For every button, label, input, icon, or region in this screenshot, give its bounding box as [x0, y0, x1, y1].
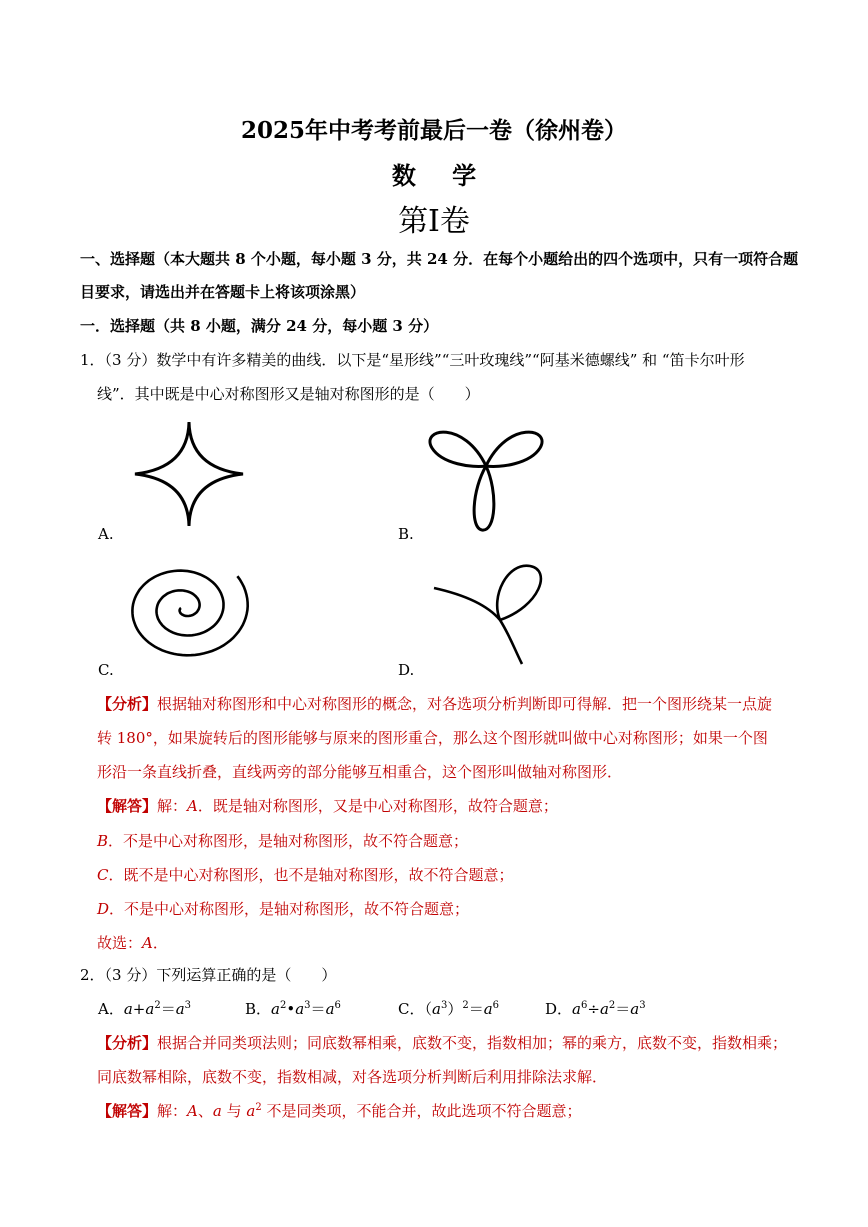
q1-stem-line2: 线”．其中既是中心对称图形又是轴对称图形的是（ ）	[97, 385, 480, 403]
q1-answer-line-a: 【解答】解：A．既是轴对称图形，又是中心对称图形，故符合题意；	[97, 797, 558, 815]
section-heading: 一．选择题（共 8 小题，满分 24 分，每小题 3 分）	[80, 317, 439, 335]
q1-option-d-label: D.	[398, 661, 415, 679]
folium-of-descartes-figure	[430, 556, 556, 668]
q1-answer-line-b: B．不是中心对称图形，是轴对称图形，故不符合题意；	[97, 832, 469, 850]
q1-analysis-line1: 【分析】根据轴对称图形和中心对称图形的概念，对各选项分析判断即可得解．把一个图形绕某一点旋	[97, 695, 773, 713]
q2-option-a: A．$a+a^2=a^3$	[98, 1000, 192, 1018]
q1-stem-line1: 1．（3 分）数学中有许多精美的曲线．以下是“星形线”“三叶玫瑰线”“阿基米德螺线” 和 “笛卡尔叶形	[80, 351, 745, 369]
section-intro-line2: 目要求，请选出并在答题卡上将该项涂黑）	[80, 283, 366, 301]
section-intro-line1: 一、选择题（本大题共 8 个小题，每小题 3 分，共 24 分．在每个小题给出的四个选项中，只有一项符合题	[80, 250, 799, 268]
q1-answer-tag: 【解答】	[97, 797, 158, 815]
volume-title: 第I卷	[398, 204, 470, 239]
q2-answer-line: 【解答】解：A、a 与 $a^2$ 不是同类项，不能合并，故此选项不符合题意；	[97, 1102, 582, 1120]
q2-analysis-line1: 【分析】根据合并同类项法则；同底数幂相乘，底数不变，指数相加；幂的乘方，底数不变，指数相乘；	[97, 1034, 788, 1052]
q1-analysis-line3: 形沿一条直线折叠，直线两旁的部分能够互相重合，这个图形叫做轴对称图形．	[97, 763, 623, 781]
q1-option-c-label: C.	[98, 661, 114, 679]
archimedean-spiral-figure	[126, 556, 256, 662]
q2-analysis-line2: 同底数幂相除，底数不变，指数相减，对各选项分析判断后利用排除法求解．	[97, 1068, 608, 1086]
q1-option-a-label: A.	[98, 525, 114, 543]
q2-answer-tag: 【解答】	[97, 1102, 158, 1120]
q1-analysis-line2: 转 180°，如果旋转后的图形能够与原来的图形重合，那么这个图形就叫做中心对称图形；如果一个图	[97, 729, 768, 747]
document-title: 2025年中考考前最后一卷（徐州卷）	[240, 117, 627, 144]
q2-option-d: D．$a^6\div a^2=a^3$	[545, 1000, 646, 1018]
q2-analysis-tag: 【分析】	[97, 1034, 158, 1052]
q2-option-c: C．$(a^3)^2=a^6$	[398, 1000, 500, 1018]
q2-stem: 2．（3 分）下列运算正确的是（ ）	[80, 966, 337, 984]
subject-title: 数 学	[391, 161, 491, 190]
astroid-figure	[130, 418, 248, 530]
q2-option-b: B．$a^2•a^3=a^6$	[245, 1000, 341, 1018]
q1-answer-line-c: C．既不是中心对称图形，也不是轴对称图形，故不符合题意；	[97, 866, 514, 884]
q1-analysis-tag: 【分析】	[97, 695, 158, 713]
q1-conclusion: 故选：A．	[97, 934, 168, 952]
three-leaf-rose-figure	[424, 420, 552, 534]
q1-answer-line-d: D．不是中心对称图形，是轴对称图形，故不符合题意；	[97, 900, 470, 918]
q1-option-b-label: B.	[398, 525, 414, 543]
